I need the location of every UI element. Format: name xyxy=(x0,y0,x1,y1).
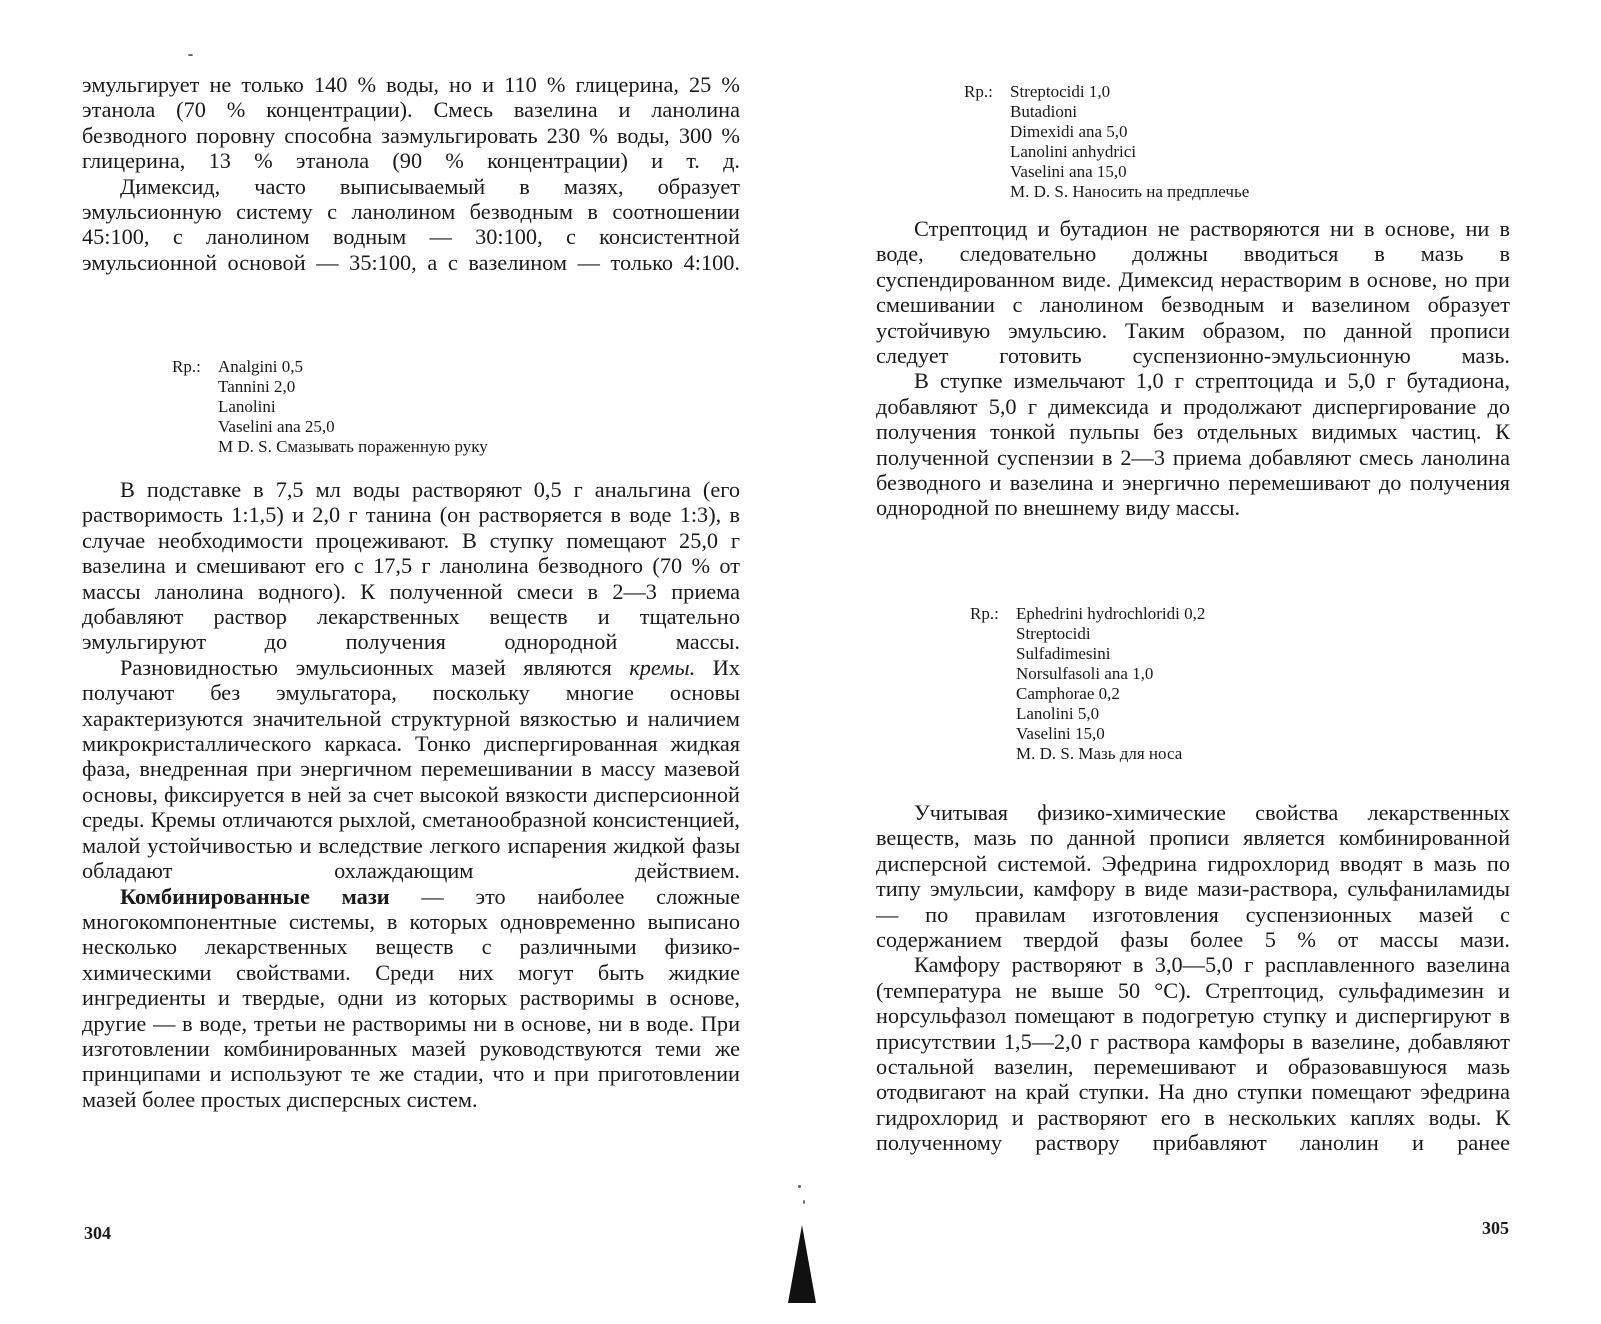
creams-text-before: Разновидностью эмульсионных мазей являются xyxy=(120,654,630,680)
left-page xyxy=(0,0,790,1324)
creams-term: кремы. xyxy=(629,654,696,680)
left-column-bottom xyxy=(82,477,740,1112)
prescription-item: Camphorae 0,2 xyxy=(1016,684,1120,703)
prescription-line xyxy=(970,604,1205,624)
right-column-bottom xyxy=(876,800,1510,1156)
prescription-item: M. D. S. Мазь для носа xyxy=(1016,744,1183,763)
prescription-line xyxy=(964,102,1249,122)
rp-spacer xyxy=(964,122,1010,142)
prescription-line xyxy=(970,664,1205,684)
prescription-line xyxy=(970,704,1205,724)
rp-label: Rp.: xyxy=(172,357,201,376)
prescription-item: Lanolini anhydrici xyxy=(1010,142,1137,161)
left-column-top xyxy=(82,72,740,275)
rp-spacer xyxy=(970,724,1016,744)
prescription-item: Dimexidi ana 5,0 xyxy=(1010,122,1128,141)
right-column-top xyxy=(876,216,1510,521)
paragraph: В ступке измельчают 1,0 г стрептоцида и 5,0 г бутадиона, добавляют 5,0 г димексида и продолжают диспергирование до получения тонкой пульпы без отдельных видимых частиц. К полученной суспензии в 2—3 приема добавляют смесь ланолина безводного и вазелина и энергично перемешивают до получения однородной по внешнему виду массы. xyxy=(876,368,1510,521)
prescription-item: Analgini 0,5 xyxy=(218,357,303,376)
paragraph: В подставке в 7,5 мл воды растворяют 0,5 г анальгина (его растворимость 1:1,5) и 2,0 г танина (он растворяется в воде 1:3), в случае необходимости процеживают. В ступку помещают 25,0 г вазелина и смешивают его с 17,5 г ланолина безводного (70 % от массы ланолина водного). К полученной смеси в 2—3 приема добавляют раствор лекарственных веществ и тщательно эмульгируют до получения однородной массы. xyxy=(82,477,740,655)
rp-spacer xyxy=(964,102,1010,122)
paragraph: Учитывая физико-химические свойства лекарственных веществ, мазь по данной прописи является комбинированной дисперсной системой. Эфедрина гидрохлорид вводят в мазь по типу эмульсии, камфору в виде мази-раствора, сульфаниламиды — по правилам изготовления суспензионных мазей с содержанием твердой фазы более 5 % от массы мази. xyxy=(876,800,1510,953)
speck xyxy=(188,54,193,56)
prescription-item: Streptocidi xyxy=(1016,624,1091,643)
prescription-item: Butadioni xyxy=(1010,102,1078,121)
combined-text: — это наиболее сложные многокомпонентные системы, в которых одновременно выписано несколько лекарственных веществ с различными физико-химическими свойствами. Среди них могут быть жидкие ингредиенты и твердые, одни из которых растворимы в основе, другие — в воде, третьи не растворимы ни в основе, ни в воде. При изготовлении комбинированных мазей руководствуются теми же принципами и используют те же стадии, что и при приготовлении мазей более простых дисперсных систем. xyxy=(82,883,741,1112)
prescription-item: Streptocidi 1,0 xyxy=(1010,82,1111,101)
prescription-line xyxy=(172,397,488,417)
paragraph: Димексид, часто выписываемый в мазях, образует эмульсионную систему с ланолином безводным в соотношении 45:100, с ланолином водным — 30:100, с консистентной эмульсионной основой — 35:100, а с вазелином — только 4:100. xyxy=(82,173,740,275)
rp-spacer xyxy=(172,377,218,397)
rp-spacer xyxy=(970,664,1016,684)
prescription-ephedrini xyxy=(970,604,1205,764)
prescription-line xyxy=(172,357,488,377)
rp-spacer xyxy=(970,624,1016,644)
paragraph: эмульгирует не только 140 % воды, но и 110 % глицерина, 25 % этанола (70 % концентрации). Смесь вазелина и ланолина безводного поровну способна заэмульгировать 230 % воды, 300 % глицерина, 13 % этанола (90 % концентрации) и т. д. xyxy=(82,72,740,174)
rp-spacer xyxy=(970,644,1016,664)
prescription-line xyxy=(970,624,1205,644)
paragraph: Стрептоцид и бутадион не растворяются ни в основе, ни в воде, следовательно должны вводиться в мазь в суспендированном виде. Димексид нерастворим в основе, но при смешивании с ланолином безводным и вазелином образует устойчивую эмульсию. Таким образом, по данной прописи следует готовить суспензионно-эмульсионную мазь. xyxy=(876,216,1510,369)
prescription-line xyxy=(172,437,488,457)
creams-text-after: Их получают без эмульгатора, поскольку многие основы характеризуются значительной структурной вязкостью и наличием микрокристаллического каркаса. Тонко диспергированная жидкая фаза, внедренная при энергичном перемешивании в массу мазевой основы, фиксируется в ней за счет высокой вязкости дисперсионной среды. Кремы отличаются рыхлой, сметанообразной консистенцией, малой устойчивостью и вследствие легкого испарения жидкой фазы обладают охлаждающим действием. xyxy=(82,654,741,884)
prescription-line xyxy=(172,377,488,397)
prescription-line xyxy=(964,182,1249,202)
prescription-item: Sulfadimesini xyxy=(1016,644,1111,663)
prescription-item: Ephedrini hydrochloridi 0,2 xyxy=(1016,604,1206,623)
rp-label: Rp.: xyxy=(970,604,999,623)
prescription-item: Norsulfasoli ana 1,0 xyxy=(1016,664,1154,683)
prescription-line xyxy=(964,142,1249,162)
rp-spacer xyxy=(172,417,218,437)
rp-spacer xyxy=(970,704,1016,724)
prescription-line xyxy=(964,82,1249,102)
rp-spacer xyxy=(964,182,1010,202)
right-page xyxy=(800,0,1601,1324)
rp-spacer xyxy=(172,437,218,457)
prescription-item: Lanolini xyxy=(218,397,276,416)
prescription-item: Tannini 2,0 xyxy=(218,377,296,396)
prescription-analgini xyxy=(172,357,488,457)
prescription-line xyxy=(970,744,1205,764)
rp-spacer xyxy=(172,397,218,417)
rp-spacer xyxy=(970,744,1016,764)
prescription-line xyxy=(970,644,1205,664)
rp-spacer xyxy=(964,142,1010,162)
prescription-line xyxy=(964,122,1249,142)
combined-term: Комбинированные мази xyxy=(120,883,390,909)
prescription-line xyxy=(964,162,1249,182)
prescription-line xyxy=(970,724,1205,744)
paragraph: Камфору растворяют в 3,0—5,0 г расплавленного вазелина (температура не выше 50 °C). Стрептоцид, сульфадимезин и норсульфазол помещают в подогретую ступку и диспергируют в присутствии 1,5—2,0 г раствора камфоры в вазелине, добавляют остальной вазелин, перемешивают и образовавшуюся мазь отодвигают на край ступки. На дно ступки помещают эфедрина гидрохлорид и растворяют его в нескольких каплях воды. К полученному раствору прибавляют ланолин и ранее xyxy=(876,952,1510,1156)
rp-spacer xyxy=(964,162,1010,182)
rp-spacer xyxy=(970,684,1016,704)
rp-label: Rp.: xyxy=(964,82,993,101)
page-number: 304 xyxy=(84,1223,111,1243)
prescription-item: Vaselini 15,0 xyxy=(1016,724,1105,743)
paragraph-creams xyxy=(82,655,740,884)
prescription-item: Lanolini 5,0 xyxy=(1016,704,1100,723)
page-number: 305 xyxy=(1482,1218,1509,1238)
prescription-line xyxy=(970,684,1205,704)
prescription-line xyxy=(172,417,488,437)
prescription-item: M D. S. Смазывать пораженную руку xyxy=(218,437,488,456)
prescription-streptocidi xyxy=(964,82,1249,202)
prescription-item: Vaselini ana 15,0 xyxy=(1010,162,1127,181)
paragraph-combined xyxy=(82,884,740,1113)
prescription-item: Vaselini ana 25,0 xyxy=(218,417,335,436)
prescription-item: M. D. S. Наносить на предплечье xyxy=(1010,182,1250,201)
